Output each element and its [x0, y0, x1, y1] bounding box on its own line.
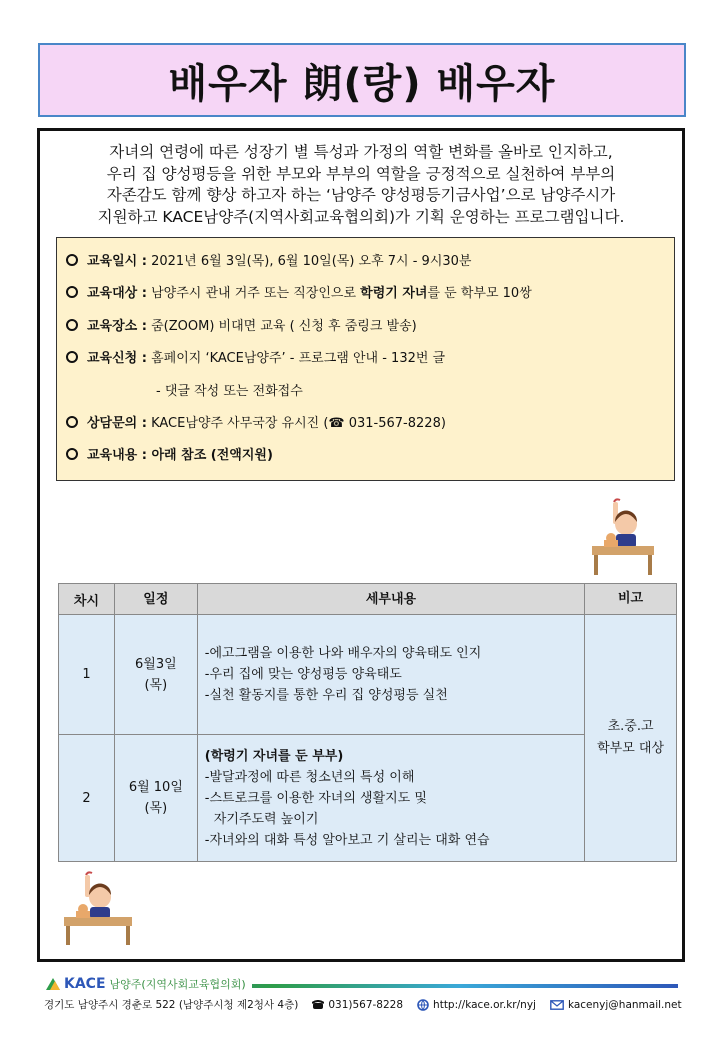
page-title: 배우자 朗(랑) 배우자: [168, 60, 556, 107]
footer-email[interactable]: [550, 999, 682, 1011]
schedule-table: [58, 583, 677, 862]
info-label: 교육대상 :: [87, 286, 147, 302]
detail-line: -우리 집에 맞는 양성평등 양육태도: [204, 667, 402, 682]
info-label: 교육일시 :: [87, 254, 147, 269]
info-value: 2021년 6월 3일(목), 6월 10일(목) 오후 7시 - 9시30분: [146, 254, 472, 269]
detail-line: -발달과정에 따른 청소년의 특성 이해: [204, 769, 415, 785]
cell-details: [197, 615, 584, 735]
cell-details: [197, 735, 584, 862]
phone-icon: [312, 1000, 324, 1010]
kace-logo-icon: [44, 976, 62, 992]
info-box: [56, 237, 675, 481]
circle-bullet-icon: [65, 285, 79, 299]
info-inquiry: [65, 415, 674, 447]
cell-session: 2: [59, 735, 115, 862]
intro-line: 지원하고 KACE남양주(지역사회교육협의회)가 기획 운영하는 프로그램입니다.: [97, 207, 625, 226]
header-session: 차시: [59, 584, 115, 615]
table-header-row: [59, 584, 677, 615]
footer-address: [44, 997, 298, 1012]
header-note: 비고: [585, 584, 677, 615]
info-value: 031-567-8228): [344, 415, 446, 431]
info-apply: [65, 350, 674, 382]
circle-bullet-icon: [65, 318, 79, 332]
info-value: 남양주시 관내 거주 또는 직장인으로: [146, 286, 361, 302]
intro-paragraph: [56, 142, 666, 228]
info-target: [65, 285, 674, 317]
info-label: 교육장소 :: [87, 318, 147, 334]
date-line: (목): [144, 801, 168, 816]
address-text: 경기도 남양주시 경춘로 522 (남양주시청 제2청사 4층): [44, 999, 299, 1011]
header-date: 일정: [114, 584, 197, 615]
info-value-emphasis: 학령기 자녀: [360, 286, 428, 302]
date-line: 6월 10일: [128, 780, 183, 795]
footer-website[interactable]: [417, 999, 536, 1011]
title-banner: [38, 43, 686, 117]
info-place: [65, 318, 674, 350]
date-line: 6월3일: [135, 656, 177, 672]
cell-date: [114, 735, 197, 862]
info-value: 를 둔 학부모 10쌍: [427, 286, 532, 302]
table-row: [59, 615, 677, 735]
student-raising-hand-icon: [586, 496, 658, 578]
detail-line: -스트로크를 이용한 자녀의 생활지도 및: [204, 790, 427, 806]
detail-subtitle: (학령기 자녀를 둔 부부): [204, 748, 344, 764]
header-details: 세부내용: [197, 584, 584, 615]
info-value: 홈페이지 ‘KACE남양주’ - 프로그램 안내 - 132번 글: [146, 351, 446, 367]
mail-icon: [550, 1000, 564, 1010]
info-value: - 댓글 작성 또는 전화접수: [156, 383, 303, 399]
circle-bullet-icon: [65, 350, 79, 364]
info-label: 교육내용 :: [87, 448, 147, 464]
email-link[interactable]: kacenyj@hanmail.net: [567, 998, 682, 1011]
detail-line: -에고그램을 이용한 나와 배우자의 양육태도 인지: [204, 646, 482, 661]
info-value: 아래 참조 (전액지원): [146, 448, 273, 464]
intro-line: 우리 집 양성평등을 위한 부모와 부부의 역할을 긍정적으로 실천하여 부부의: [106, 164, 616, 183]
circle-bullet-icon: [65, 415, 79, 429]
footer-org: 남양주(지역사회교육협의회): [109, 978, 246, 991]
circle-bullet-icon: [65, 447, 79, 461]
date-line: (목): [144, 677, 168, 693]
student-raising-hand-icon: [56, 871, 138, 947]
circle-bullet-icon: [65, 253, 79, 267]
intro-line: 자녀의 연령에 따른 성장기 별 특성과 가정의 역할 변화를 올바로 인지하고,: [109, 143, 613, 161]
info-date: [65, 253, 674, 285]
cell-session: 1: [59, 615, 115, 735]
info-content: [65, 447, 674, 479]
website-link[interactable]: http://kace.or.kr/nyj: [433, 998, 536, 1011]
web-icon: [417, 999, 429, 1011]
info-value: 줌(ZOOM) 비대면 교육 ( 신청 후 줌링크 발송): [146, 318, 417, 334]
footer-phone: [312, 999, 403, 1011]
phone-icon: ☎: [328, 415, 345, 431]
footer-contact: [44, 997, 684, 1012]
cell-date: [114, 615, 197, 735]
detail-line: -자녀와의 대화 특성 알아보고 기 살리는 대화 연습: [204, 832, 490, 848]
table-row: [59, 735, 677, 862]
detail-line: -실천 활동지를 통한 우리 집 양성평등 실천: [204, 688, 448, 703]
footer-logo: [44, 974, 252, 994]
info-value: KACE남양주 사무국장 유시진 (: [146, 415, 329, 431]
info-label: 교육신청 :: [87, 351, 147, 367]
phone-text: 031)567-8228: [328, 998, 404, 1011]
detail-line: 자기주도력 높이기: [213, 811, 319, 827]
cell-note: [585, 615, 677, 862]
intro-line: 자존감도 함께 향상 하고자 하는 ‘남양주 양성평등기금사업’으로 남양주시가: [106, 186, 616, 204]
footer-logo-text: KACE: [64, 976, 106, 992]
info-apply-continued: [65, 383, 674, 415]
info-label: 상담문의 :: [87, 415, 147, 431]
note-line: 학부모 대상: [597, 741, 665, 756]
note-line: 초.중.고: [607, 719, 654, 734]
